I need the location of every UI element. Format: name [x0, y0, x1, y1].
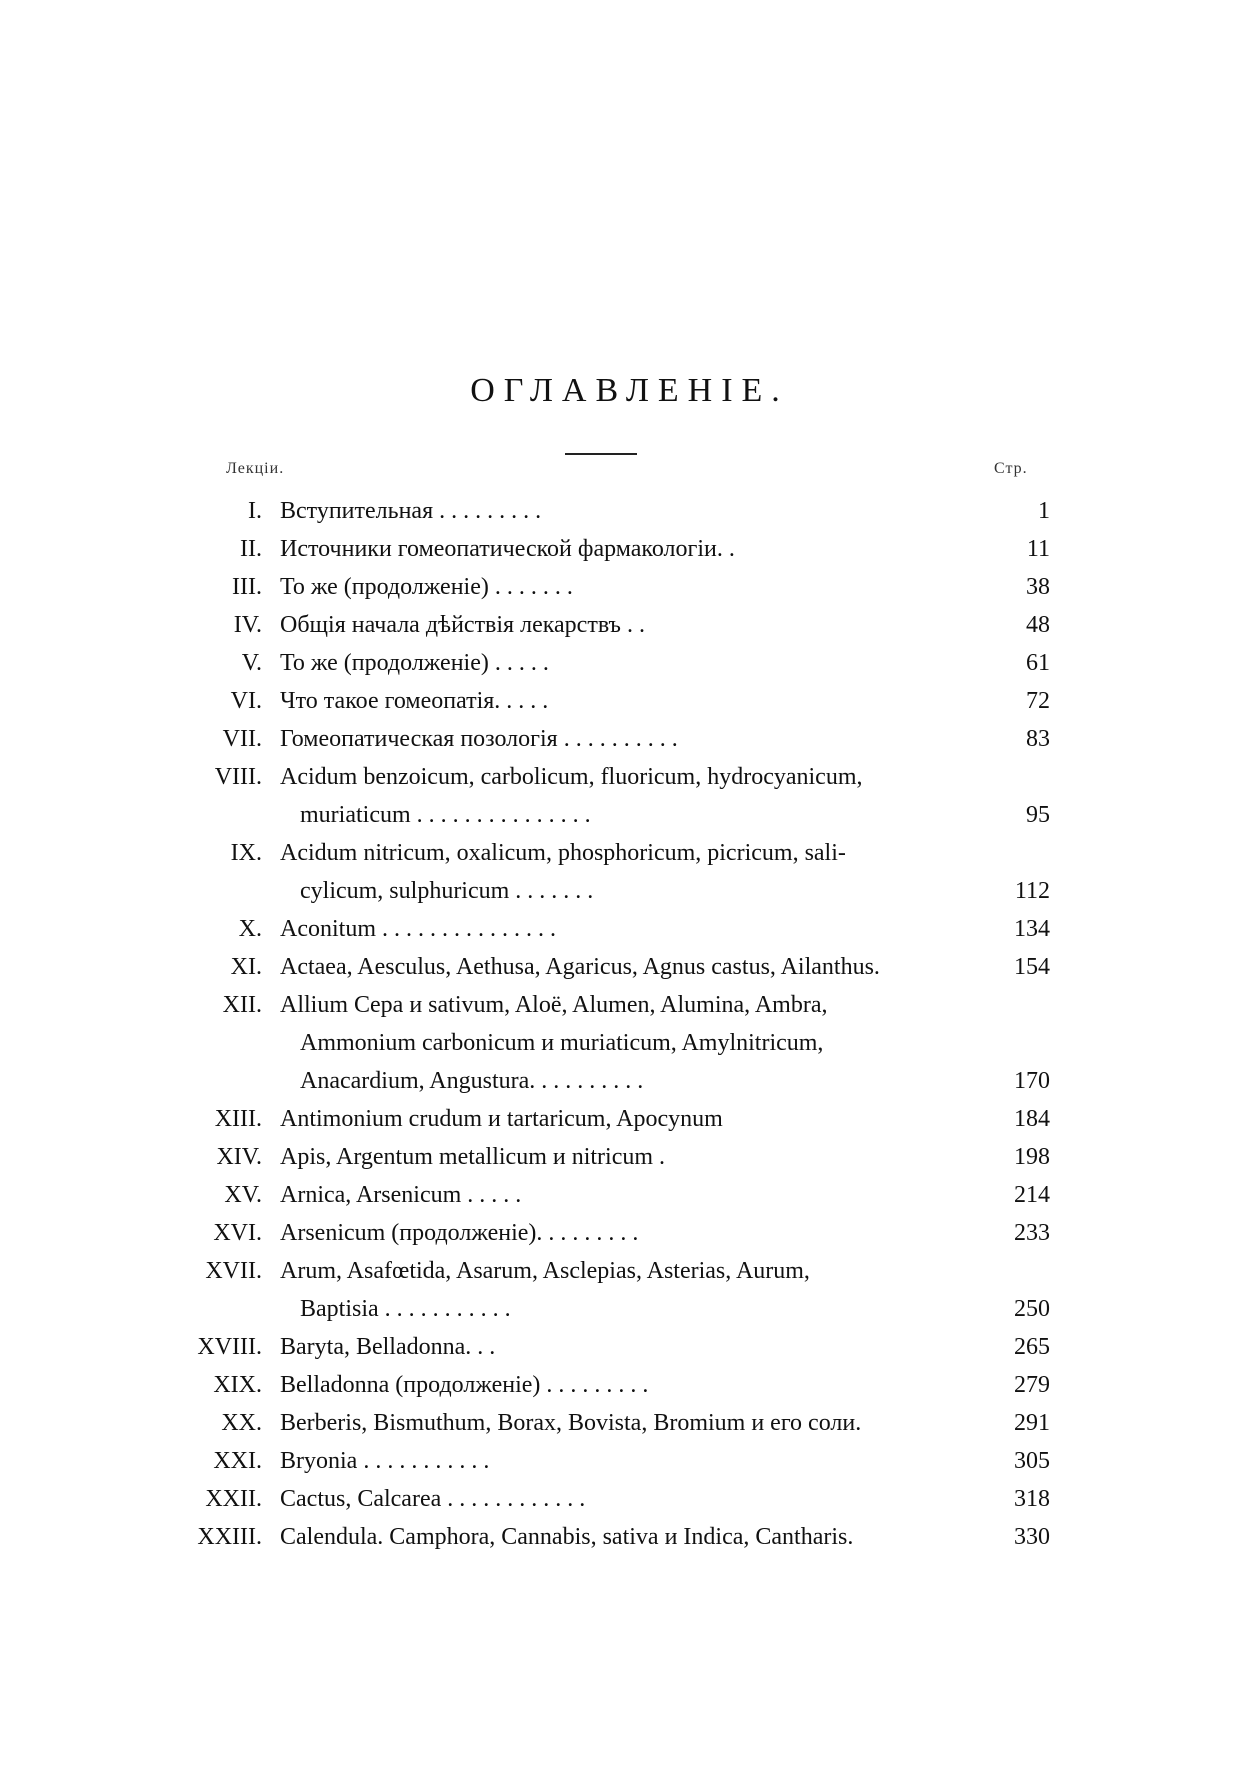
lecture-title: Общія начала дѣйствія лекарствъ . .	[280, 612, 645, 638]
toc-line	[0, 1030, 1259, 1068]
page-number: 330	[1014, 1524, 1050, 1550]
toc-entry	[0, 1486, 1259, 1524]
page-number: 184	[1014, 1106, 1050, 1132]
toc-entry	[0, 1334, 1259, 1372]
lecture-number: IV.	[233, 612, 262, 638]
lecture-number: VIII.	[214, 764, 262, 790]
toc-entry	[0, 498, 1259, 536]
toc-entry	[0, 536, 1259, 574]
page-number: 134	[1014, 916, 1050, 942]
toc-line	[0, 574, 1259, 612]
lecture-title: Гомеопатическая позологія . . . . . . . . . .	[280, 726, 678, 752]
toc-entry	[0, 1448, 1259, 1486]
page-number: 154	[1014, 954, 1050, 980]
lecture-title: Anacardium, Angustura. . . . . . . . . .	[300, 1068, 644, 1094]
toc-line	[0, 498, 1259, 536]
toc-line	[0, 878, 1259, 916]
lecture-title: Baryta, Belladonna. . .	[280, 1334, 496, 1360]
toc-entry	[0, 1220, 1259, 1258]
page-number: 95	[1026, 802, 1050, 828]
page-number: 112	[1014, 878, 1050, 904]
lecture-number: XVI.	[213, 1220, 262, 1246]
toc-line	[0, 1372, 1259, 1410]
toc-entry	[0, 992, 1259, 1106]
toc-line	[0, 1296, 1259, 1334]
lecture-title: Baptisia . . . . . . . . . . .	[300, 1296, 511, 1322]
lecture-title: Antimonium crudum и tartaricum, Apocynum	[280, 1106, 723, 1132]
toc-entry	[0, 1106, 1259, 1144]
toc-entry	[0, 650, 1259, 688]
table-of-contents	[0, 498, 1259, 1562]
lecture-title: Bryonia . . . . . . . . . . .	[280, 1448, 490, 1474]
page-number: 305	[1014, 1448, 1050, 1474]
lecture-number: XXII.	[205, 1486, 262, 1512]
toc-entry	[0, 1258, 1259, 1334]
toc-line	[0, 688, 1259, 726]
lecture-number: V.	[241, 650, 262, 676]
lecture-title: Acidum nitricum, oxalicum, phosphoricum, picricum, sali-	[280, 840, 846, 866]
page-number: 61	[1026, 650, 1050, 676]
lecture-number: XV.	[224, 1182, 262, 1208]
toc-line	[0, 1334, 1259, 1372]
toc-entry	[0, 574, 1259, 612]
lecture-number: XIX.	[213, 1372, 262, 1398]
toc-line	[0, 764, 1259, 802]
title-divider	[565, 453, 637, 455]
lecture-title: muriaticum . . . . . . . . . . . . . . .	[300, 802, 591, 828]
toc-entry	[0, 726, 1259, 764]
lecture-title: cylicum, sulphuricum . . . . . . .	[300, 878, 594, 904]
lecture-number: XIV.	[216, 1144, 262, 1170]
lecture-title: Allium Cepa и sativum, Aloë, Alumen, Alumina, Ambra,	[280, 992, 828, 1018]
lectures-column-header: Лекціи.	[226, 460, 285, 477]
page-number: 170	[1014, 1068, 1050, 1094]
page-number: 291	[1014, 1410, 1050, 1436]
toc-line	[0, 1068, 1259, 1106]
page-number: 318	[1014, 1486, 1050, 1512]
lecture-title: Arnica, Arsenicum . . . . .	[280, 1182, 522, 1208]
toc-line	[0, 1448, 1259, 1486]
page-number: 72	[1026, 688, 1050, 714]
page-number: 38	[1026, 574, 1050, 600]
toc-entry	[0, 1372, 1259, 1410]
page-number: 250	[1014, 1296, 1050, 1322]
page-number: 233	[1014, 1220, 1050, 1246]
lecture-number: III.	[232, 574, 262, 600]
lecture-title: Belladonna (продолженіе) . . . . . . . . .	[280, 1372, 649, 1398]
toc-line	[0, 1106, 1259, 1144]
toc-entry	[0, 916, 1259, 954]
lecture-number: XVII.	[205, 1258, 262, 1284]
page-number: 48	[1026, 612, 1050, 638]
toc-entry	[0, 1144, 1259, 1182]
page-title: ОГЛАВЛЕНІЕ.	[470, 372, 789, 409]
lecture-number: IX.	[230, 840, 262, 866]
toc-entry	[0, 1410, 1259, 1448]
toc-line	[0, 1182, 1259, 1220]
lecture-title: Arum, Asafœtida, Asarum, Asclepias, Asterias, Aurum,	[280, 1258, 810, 1284]
lecture-title: Acidum benzoicum, carbolicum, fluoricum, hydrocyanicum,	[280, 764, 863, 790]
lecture-number: XI.	[230, 954, 262, 980]
page-number: 1	[1038, 498, 1050, 524]
lecture-title: То же (продолженіе) . . . . .	[280, 650, 549, 676]
lecture-title: То же (продолженіе) . . . . . . .	[280, 574, 573, 600]
toc-line	[0, 916, 1259, 954]
toc-line	[0, 1524, 1259, 1562]
lecture-number: II.	[240, 536, 262, 562]
lecture-title: Berberis, Bismuthum, Borax, Bovista, Bromium и его соли.	[280, 1410, 862, 1436]
lecture-number: X.	[238, 916, 262, 942]
page-number: 214	[1014, 1182, 1050, 1208]
toc-line	[0, 1144, 1259, 1182]
lecture-number: I.	[248, 498, 262, 524]
toc-line	[0, 536, 1259, 574]
lecture-title: Ammonium carbonicum и muriaticum, Amylnitricum,	[300, 1030, 824, 1056]
toc-entry	[0, 612, 1259, 650]
toc-line	[0, 1410, 1259, 1448]
page-number: 279	[1014, 1372, 1050, 1398]
lecture-title: Actaea, Aesculus, Aethusa, Agaricus, Agnus castus, Ailanthus.	[280, 954, 880, 980]
toc-entry	[0, 688, 1259, 726]
toc-line	[0, 802, 1259, 840]
toc-entry	[0, 1182, 1259, 1220]
page-number: 265	[1014, 1334, 1050, 1360]
toc-line	[0, 954, 1259, 992]
toc-entry	[0, 954, 1259, 992]
lecture-title: Что такое гомеопатія. . . . .	[280, 688, 549, 714]
page-number: 83	[1026, 726, 1050, 752]
lecture-number: XII.	[222, 992, 262, 1018]
lecture-number: XIII.	[214, 1106, 262, 1132]
toc-entry	[0, 1524, 1259, 1562]
toc-entry	[0, 764, 1259, 840]
toc-line	[0, 650, 1259, 688]
lecture-title: Calendula. Camphora, Cannabis, sativa и Indica, Cantharis.	[280, 1524, 854, 1550]
toc-line	[0, 840, 1259, 878]
lecture-title: Aconitum . . . . . . . . . . . . . . .	[280, 916, 556, 942]
lecture-number: XXI.	[213, 1448, 262, 1474]
lecture-title: Источники гомеопатической фармакологіи. .	[280, 536, 735, 562]
toc-line	[0, 992, 1259, 1030]
lecture-number: VI.	[230, 688, 262, 714]
page-number: 11	[1026, 536, 1050, 562]
toc-line	[0, 612, 1259, 650]
toc-line	[0, 1486, 1259, 1524]
lecture-title: Arsenicum (продолженіе). . . . . . . . .	[280, 1220, 639, 1246]
lecture-number: XVIII.	[197, 1334, 262, 1360]
lecture-title: Apis, Argentum metallicum и nitricum .	[280, 1144, 666, 1170]
page-column-header: Стр.	[994, 460, 1028, 477]
toc-line	[0, 726, 1259, 764]
page-number: 198	[1014, 1144, 1050, 1170]
toc-line	[0, 1220, 1259, 1258]
lecture-number: VII.	[222, 726, 262, 752]
toc-line	[0, 1258, 1259, 1296]
lecture-number: XX.	[221, 1410, 262, 1436]
toc-entry	[0, 840, 1259, 916]
lecture-title: Вступительная . . . . . . . . .	[280, 498, 542, 524]
lecture-title: Cactus, Calcarea . . . . . . . . . . . .	[280, 1486, 586, 1512]
lecture-number: XXIII.	[197, 1524, 262, 1550]
